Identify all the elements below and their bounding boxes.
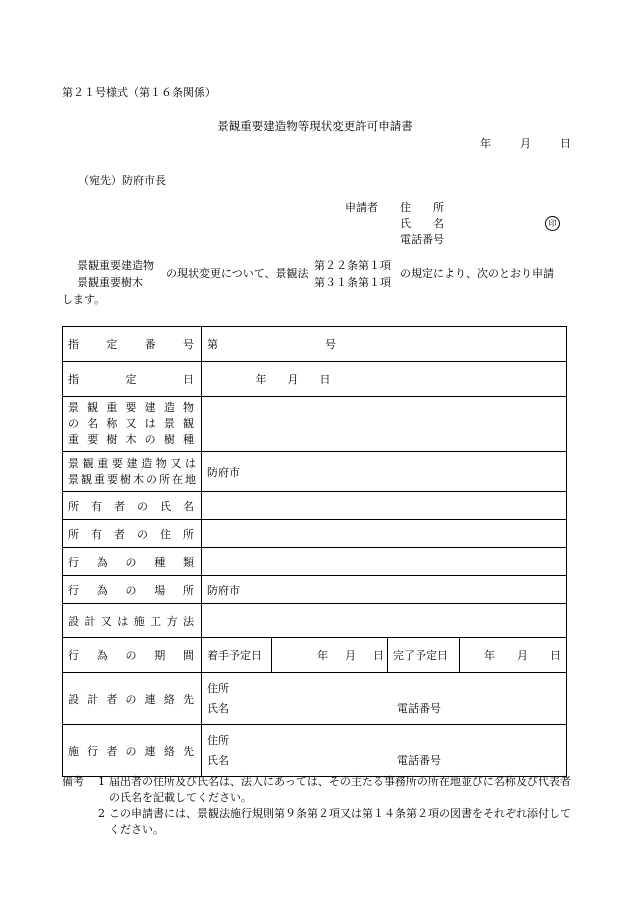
designation-date-field[interactable]: [202, 362, 567, 397]
table-row: [63, 725, 567, 777]
act-place-field[interactable]: 防府市: [202, 576, 567, 604]
label-line: の名称又は景観: [68, 417, 196, 430]
notes-heading: 備考: [62, 775, 84, 788]
location-field[interactable]: 防府市: [202, 452, 567, 492]
intro-law-2: 第３１条第１項: [314, 276, 391, 289]
start-date-field[interactable]: [272, 638, 388, 672]
owner-name-label: 所有者の氏名: [63, 492, 202, 520]
intro-continuation: します。: [62, 293, 106, 306]
intro-end: の規定により、次のとおり申請: [400, 267, 554, 280]
intro-object-2: 景観重要樹木: [77, 276, 143, 289]
contractor-address-label: 住所: [207, 733, 229, 747]
designation-month: 月: [287, 373, 299, 386]
table-row: [63, 548, 567, 576]
method-label: 設計又は施工方法: [63, 604, 202, 638]
note-number: 1: [98, 775, 105, 788]
date-month: 月: [520, 137, 531, 150]
owner-address-field[interactable]: [202, 520, 567, 548]
notes: [62, 774, 572, 838]
end-year: 年: [484, 649, 495, 662]
table-row: [63, 492, 567, 520]
act-type-label: 行為の種類: [63, 548, 202, 576]
table-row: [63, 452, 567, 492]
note-text: 届出者の住所及び氏名は、法人にあっては、その主たる事務所の所在地並びに名称及び代表者の氏名を記載してください。: [109, 775, 571, 804]
start-day: 日: [373, 649, 384, 662]
note-item: [62, 774, 572, 806]
form-number: 第２１号様式（第１６条関係）: [62, 86, 216, 99]
name-or-species-field[interactable]: [202, 397, 567, 452]
table-row: [63, 638, 567, 673]
table-row: [63, 397, 567, 452]
note-number: 2: [98, 807, 105, 820]
date-day: 日: [560, 137, 571, 150]
name-or-species-label: [63, 397, 202, 452]
table-row: [63, 673, 567, 725]
applicant-label: 申請者: [345, 201, 378, 214]
label-line: 景観重要建造物又は: [68, 456, 196, 470]
end-month: 月: [517, 649, 528, 662]
document-title: 景観重要建造物等現状変更許可申請書: [217, 119, 413, 133]
intro-law-1: 第２２条第１項: [314, 259, 391, 272]
start-date-label: 着手予定日: [202, 638, 272, 672]
end-date-label: 完了予定日: [388, 638, 460, 672]
label-line: 景観重要建造物: [68, 401, 196, 414]
table-row: [63, 362, 567, 397]
date-year: 年: [480, 137, 491, 150]
contractor-phone-label: 電話番号: [397, 753, 441, 767]
addressee: （宛先）防府市長: [78, 174, 166, 187]
applicant-phone-label: 電話番号: [400, 233, 444, 246]
table-row: [63, 520, 567, 548]
owner-address-label: 所有者の住所: [63, 520, 202, 548]
number-suffix: 号: [325, 338, 336, 351]
designer-name-label: 氏名: [207, 701, 229, 715]
designer-address-label: 住所: [207, 681, 229, 695]
table-row: [63, 576, 567, 604]
table-row: [63, 327, 567, 362]
contractor-name-label: 氏名: [207, 753, 229, 767]
note-item: [62, 806, 572, 838]
label-line: 重要樹木の樹種: [68, 433, 196, 446]
end-day: 日: [550, 649, 561, 662]
period-field: [202, 638, 567, 673]
designation-day: 日: [319, 373, 331, 386]
intro-middle: の現状変更について、景観法: [166, 267, 309, 280]
act-place-label: 行為の場所: [63, 576, 202, 604]
start-year: 年: [317, 649, 328, 662]
start-month: 月: [345, 649, 356, 662]
number-prefix: 第: [207, 338, 218, 351]
location-label: [63, 452, 202, 492]
act-type-field[interactable]: [202, 548, 567, 576]
period-label: 行為の期間: [63, 638, 202, 673]
designation-year: 年: [255, 373, 267, 386]
designation-number-label: 指定番号: [63, 327, 202, 362]
designer-contact-field[interactable]: [202, 673, 567, 725]
contractor-contact-label: 施行者の連絡先: [63, 725, 202, 777]
table-row: [63, 604, 567, 638]
applicant-address-label: 住 所: [400, 201, 444, 214]
application-date: [480, 135, 571, 151]
designation-number-field[interactable]: [202, 327, 567, 362]
designer-contact-label: 設計者の連絡先: [63, 673, 202, 725]
application-table: [62, 326, 567, 777]
note-text: この申請書には、景観法施行規則第９条第２項又は第１４条第２項の図書をそれぞれ添付してください。: [109, 807, 571, 836]
designer-phone-label: 電話番号: [397, 701, 441, 715]
method-field[interactable]: [202, 604, 567, 638]
intro-text: [62, 258, 554, 307]
owner-name-field[interactable]: [202, 492, 567, 520]
intro-object-1: 景観重要建造物: [77, 259, 154, 272]
contractor-contact-field[interactable]: [202, 725, 567, 777]
designation-date-label: 指定日: [63, 362, 202, 397]
label-line: 景観重要樹木の所在地: [68, 472, 196, 486]
seal-icon: 印: [545, 216, 560, 231]
end-date-field[interactable]: [460, 638, 566, 672]
applicant-name-label: 氏 名: [400, 217, 444, 230]
